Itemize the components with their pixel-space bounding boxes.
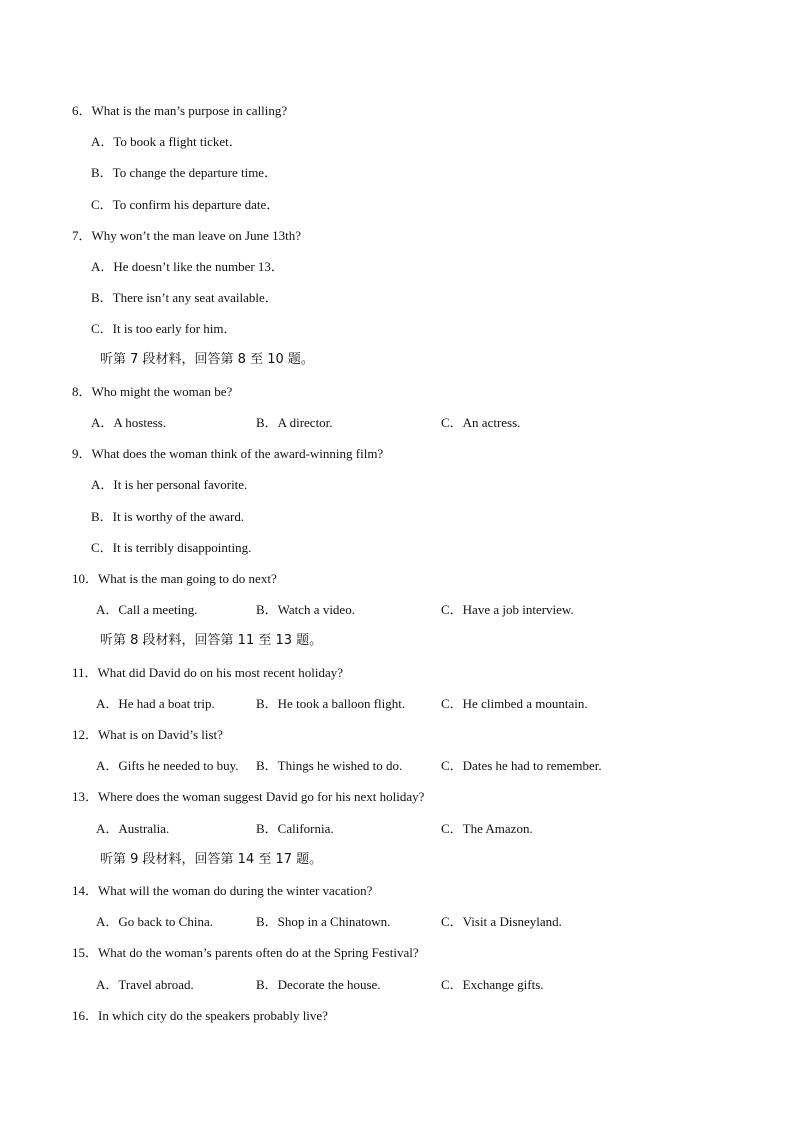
question-16-stem: 16．In which city do the speakers probably live? bbox=[72, 1008, 328, 1023]
question-13-options bbox=[0, 821, 794, 837]
question-11-option-b: B．He took a balloon flight. bbox=[256, 696, 406, 711]
question-14-option-b: B．Shop in a Chinatown. bbox=[256, 914, 391, 929]
question-12-option-c: C．Dates he had to remember. bbox=[441, 758, 602, 773]
question-8-option-a: A．A hostess. bbox=[91, 415, 167, 430]
question-8-stem: 8．Who might the woman be? bbox=[72, 384, 233, 399]
question-7-option-b: B．There isn’t any seat available． bbox=[91, 290, 278, 305]
question-12-stem: 12．What is on David’s list? bbox=[72, 727, 223, 742]
question-8-options bbox=[0, 415, 794, 431]
question-15-options bbox=[0, 977, 794, 993]
question-8-option-c: C．An actress. bbox=[441, 415, 521, 430]
question-7-option-c: C．It is too early for him． bbox=[91, 321, 237, 336]
question-13-option-a: A．Australia. bbox=[96, 821, 170, 836]
question-14-options bbox=[0, 914, 794, 930]
question-11-option-c: C．He climbed a mountain. bbox=[441, 696, 588, 711]
section-9-instruction: 听第 9 段材料，回答第 14 至 17 题。 bbox=[100, 852, 323, 867]
question-12-option-b: B．Things he wished to do. bbox=[256, 758, 403, 773]
question-13-option-b: B．California. bbox=[256, 821, 334, 836]
question-10-stem: 10．What is the man going to do next? bbox=[72, 571, 277, 586]
question-8-option-b: B．A director. bbox=[256, 415, 333, 430]
question-12-option-a: A．Gifts he needed to buy. bbox=[96, 758, 239, 773]
question-6-stem: 6．What is the man’s purpose in calling? bbox=[72, 103, 288, 118]
question-6-option-a: A．To book a flight ticket． bbox=[91, 134, 242, 149]
question-11-option-a: A．He had a boat trip. bbox=[96, 696, 215, 711]
question-10-option-b: B．Watch a video. bbox=[256, 602, 355, 617]
question-6-option-b: B．To change the departure time． bbox=[91, 165, 278, 180]
question-10-option-c: C．Have a job interview. bbox=[441, 602, 574, 617]
question-11-stem: 11．What did David do on his most recent holiday? bbox=[72, 665, 344, 680]
question-9-option-a: A．It is her personal favorite. bbox=[91, 477, 248, 492]
question-13-stem: 13．Where does the woman suggest David go for his next holiday? bbox=[72, 789, 425, 804]
question-9-option-b: B．It is worthy of the award. bbox=[91, 509, 245, 524]
section-8-instruction: 听第 8 段材料，回答第 11 至 13 题。 bbox=[100, 633, 323, 648]
section-7-instruction: 听第 7 段材料，回答第 8 至 10 题。 bbox=[100, 352, 314, 367]
question-14-option-c: C．Visit a Disneyland. bbox=[441, 914, 562, 929]
question-11-options bbox=[0, 696, 794, 712]
question-13-option-c: C．The Amazon. bbox=[441, 821, 533, 836]
question-12-options bbox=[0, 758, 794, 774]
question-9-option-c: C．It is terribly disappointing. bbox=[91, 540, 252, 555]
question-9-stem: 9．What does the woman think of the award-winning film? bbox=[72, 446, 384, 461]
question-15-option-b: B．Decorate the house. bbox=[256, 977, 381, 992]
question-10-options bbox=[0, 602, 794, 618]
question-15-option-a: A．Travel abroad. bbox=[96, 977, 194, 992]
question-14-option-a: A．Go back to China. bbox=[96, 914, 213, 929]
question-15-stem: 15．What do the woman’s parents often do at the Spring Festival? bbox=[72, 945, 419, 960]
question-7-option-a: A．He doesn’t like the number 13． bbox=[91, 259, 284, 274]
question-7-stem: 7．Why won’t the man leave on June 13th? bbox=[72, 228, 302, 243]
question-6-option-c: C．To confirm his departure date． bbox=[91, 197, 280, 212]
question-15-option-c: C．Exchange gifts. bbox=[441, 977, 544, 992]
question-14-stem: 14．What will the woman do during the winter vacation? bbox=[72, 883, 373, 898]
question-10-option-a: A．Call a meeting. bbox=[96, 602, 198, 617]
